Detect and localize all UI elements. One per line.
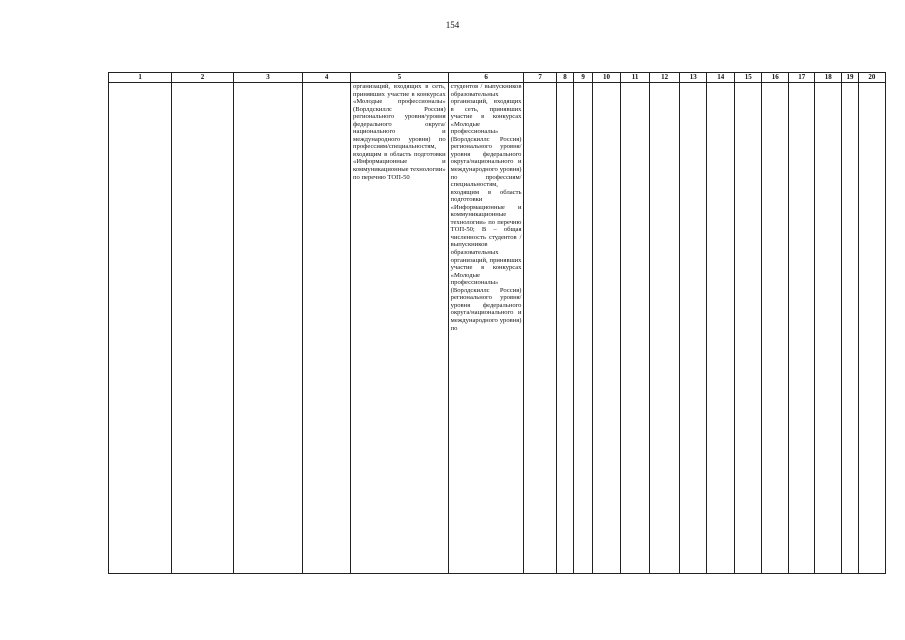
- column-header: 13: [680, 73, 707, 83]
- table-cell: [762, 83, 789, 574]
- table-cell: [789, 83, 815, 574]
- column-header: 18: [815, 73, 842, 83]
- column-header: 19: [842, 73, 859, 83]
- table-cell: [842, 83, 859, 574]
- column-header: 20: [858, 73, 885, 83]
- table-cell: [815, 83, 842, 574]
- table-cell: [109, 83, 172, 574]
- column-header: 15: [735, 73, 762, 83]
- cell-text-col5: организаций, входящих в сеть, принявших участие в конкурсах «Молодые профессионалы» (Ворлдскиллс Россия) регионального уровня/уровня федерального округа/национального и международного уровня) по профессиям/специальностям, входящим в область подготовки «Информационные и коммуникационные технологии» по перечню ТОП-50: [353, 83, 446, 181]
- table-cell: [524, 83, 556, 574]
- column-header: 1: [109, 73, 172, 83]
- column-header: 8: [556, 73, 574, 83]
- table-cell: [172, 83, 233, 574]
- column-header: 16: [762, 73, 789, 83]
- column-header: 10: [593, 73, 621, 83]
- cell-text-col6: студентов / выпускников образовательных организаций, входящих в сеть, принявших участие в конкурсах «Молодые профессионалы» (Ворлдскиллс Россия) регионального уровня/уровня федерального округа/национального и международного уровня) по профессиям/специальностям, входящим в область подготовки «Информационные и коммуникационные технологии» по перечню ТОП-50; В – общая численность студентов / выпускников образовательных организаций, принявших участие в конкурсах «Молодые профессионалы» (Ворлдскиллс Россия) регионального уровня/уровня федерального округа/национального и международного уровня) по: [450, 83, 522, 332]
- column-header: 12: [650, 73, 680, 83]
- table-cell: [351, 83, 449, 574]
- data-table: [108, 72, 886, 574]
- table-cell: [858, 83, 885, 574]
- table-cell: [735, 83, 762, 574]
- column-header: 14: [707, 73, 735, 83]
- column-header: 3: [233, 73, 303, 83]
- table-cell: [650, 83, 680, 574]
- table-cell: [593, 83, 621, 574]
- table-cell: [233, 83, 303, 574]
- table-cell: [448, 83, 524, 574]
- column-header: 4: [303, 73, 351, 83]
- column-header: 5: [351, 73, 449, 83]
- table-cell: [680, 83, 707, 574]
- column-header: 2: [172, 73, 233, 83]
- page-number: 154: [445, 20, 460, 30]
- table-cell: [621, 83, 650, 574]
- table-row: [109, 83, 886, 574]
- table-cell: [303, 83, 351, 574]
- table-cell: [556, 83, 574, 574]
- table-cell: [574, 83, 593, 574]
- column-header: 11: [621, 73, 650, 83]
- table-cell: [707, 83, 735, 574]
- column-header: 7: [524, 73, 556, 83]
- header-row: [109, 73, 886, 83]
- column-header: 9: [574, 73, 593, 83]
- column-header: 6: [448, 73, 524, 83]
- column-header: 17: [789, 73, 815, 83]
